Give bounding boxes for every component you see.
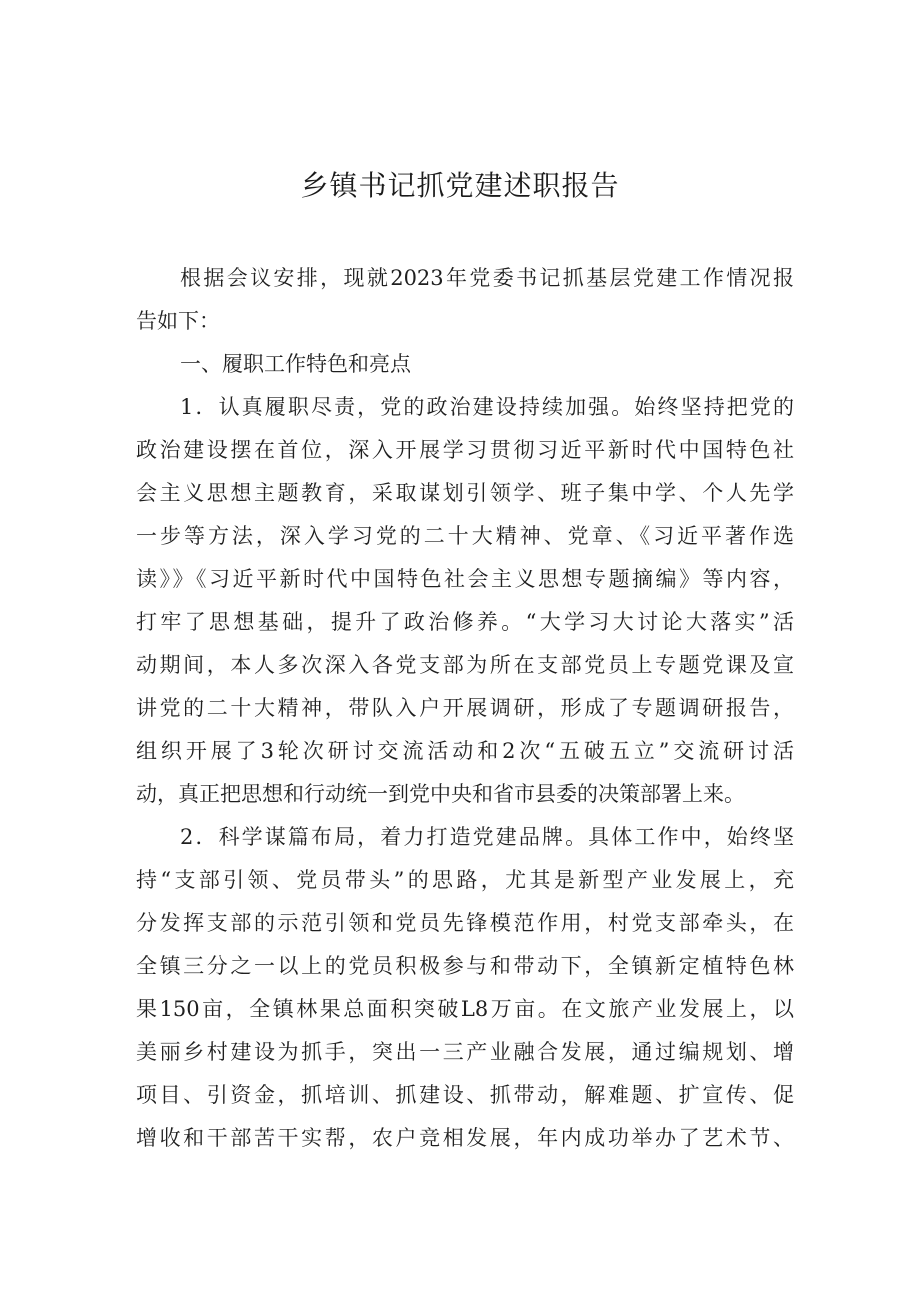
document-body bbox=[136, 257, 794, 1160]
paragraph-line: 讲党的二十大精神，带队入户开展调研，形成了专题调研报告， bbox=[136, 696, 794, 720]
paragraph-line: 读》》《习近平新时代中国特色社会主义思想专题摘编》等内容， bbox=[136, 567, 794, 591]
section-heading: 一、履职工作特色和亮点 bbox=[180, 352, 411, 376]
paragraph-line: 组织开展了3轮次研讨交流活动和2次“五破五立”交流研讨活 bbox=[136, 739, 794, 763]
paragraph-line: 打牢了思想基础，提升了政治修养。“大学习大讨论大落实”活 bbox=[136, 610, 794, 634]
paragraph-line: 美丽乡村建设为抓手，突出一三产业融合发展，通过编规划、增 bbox=[136, 1040, 794, 1064]
paragraph-line: 会主义思想主题教育，采取谋划引领学、班子集中学、个人先学 bbox=[136, 481, 794, 505]
paragraph-line: 果150亩，全镇林果总面积突破L8万亩。在文旅产业发展上，以 bbox=[136, 997, 794, 1021]
paragraph-line: 增收和干部苦干实帮，农户竞相发展，年内成功举办了艺术节、 bbox=[136, 1126, 794, 1150]
paragraph-line: 政治建设摆在首位，深入开展学习贯彻习近平新时代中国特色社 bbox=[136, 438, 794, 462]
paragraph-line: 动期间，本人多次深入各党支部为所在支部党员上专题党课及宣 bbox=[136, 653, 794, 677]
paragraph-line: 项目、引资金，抓培训、抓建设、抓带动，解难题、扩宣传、促 bbox=[136, 1083, 794, 1107]
paragraph-line: 根据会议安排，现就2023年党委书记抓基层党建工作情况报 bbox=[180, 266, 794, 290]
document-title: 乡镇书记抓党建述职报告 bbox=[300, 169, 620, 202]
paragraph-line: 告如下： bbox=[136, 309, 220, 333]
paragraph-line: 一步等方法，深入学习党的二十大精神、党章、《习近平著作选 bbox=[136, 524, 794, 548]
paragraph-line: 动，真正把思想和行动统一到党中央和省市县委的决策部署上来。 bbox=[136, 782, 745, 806]
paragraph-line: 全镇三分之一以上的党员积极参与和带动下，全镇新定植特色林 bbox=[136, 954, 794, 978]
paragraph-line: 1．认真履职尽责，党的政治建设持续加强。始终坚持把党的 bbox=[180, 395, 794, 419]
paragraph-line: 2．科学谋篇布局，着力打造党建品牌。具体工作中，始终坚 bbox=[180, 825, 794, 849]
paragraph-line: 持“支部引领、党员带头”的思路，尤其是新型产业发展上，充 bbox=[136, 868, 794, 892]
paragraph-line: 分发挥支部的示范引领和党员先锋模范作用，村党支部牵头，在 bbox=[136, 911, 794, 935]
